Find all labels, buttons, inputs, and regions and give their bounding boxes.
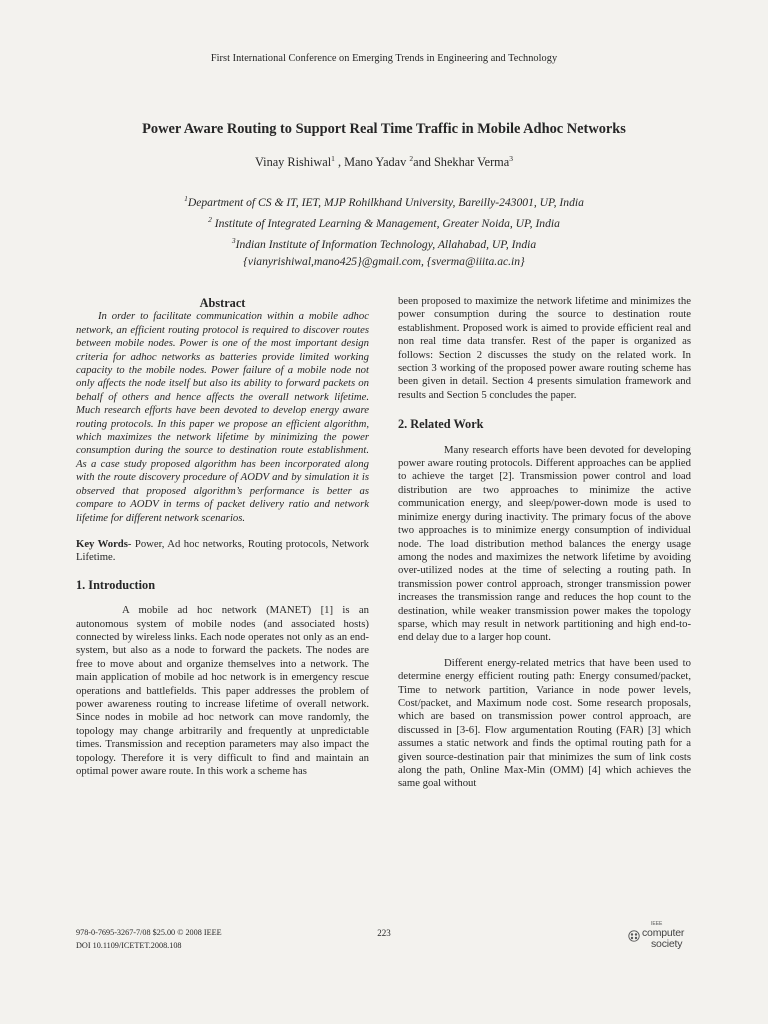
author-3-sup: 3 — [509, 154, 513, 163]
author-1-sup: 1 — [331, 154, 335, 163]
author-1: Vinay Rishiwal — [255, 155, 332, 170]
affiliation-2 — [0, 211, 768, 232]
section-1-heading: 1. Introduction — [76, 577, 156, 592]
left-column — [76, 297, 369, 778]
affiliations — [0, 190, 768, 270]
affiliation-2-text: Institute of Integrated Learning & Management, Greater Noida, UP, India — [211, 216, 560, 230]
paper-title: Power Aware Routing to Support Real Time Traffic in Mobile Adhoc Networks — [142, 121, 626, 137]
keywords-label: Key Words — [76, 537, 128, 550]
affiliation-1-sup: 1 — [184, 194, 188, 203]
right-column — [398, 295, 691, 791]
logo-word-society: society — [651, 938, 683, 950]
ieee-computer-society-logo — [628, 921, 692, 955]
computer-society-glyph-icon — [628, 930, 640, 942]
author-list — [0, 154, 768, 170]
conference-name: First International Conference on Emerging Trends in Engineering and Technology — [210, 53, 558, 64]
affiliation-1 — [0, 190, 768, 211]
affiliation-3-text: Indian Institute of Information Technology, Allahabad, UP, India — [235, 237, 537, 251]
section-2-paragraph-2: Different energy-related metrics that have been used to determine energy efficient routing path: Energy consumed/packet, Time to network partition, Variance in node power levels, Cost/packet, and Maximum node cost. Some research proposals, which are based on transmission power control approach, are discussed in [3-6]. Flow argumentation Routing (FAR) [3] which assumes a static network and finds the optimal routing path for a given source-destination pair that minimizes the sum of link costs along the path, Online Max-Min (OMM) [4] which achieves the same goal without — [398, 656, 691, 790]
section-1-paragraph-1-continued: been proposed to maximize the network lifetime and minimizes the power consumption during the source to destination route establishment. Proposed work is aimed to provide efficient real and non real time data transfer. Rest of the paper is organized as follows: Section 2 discusses the study on the related work. In section 3 working of the proposed power aware routing scheme has been given in detail. Section 4 presents simulation framework and results and Section 5 concludes the paper. — [398, 295, 691, 401]
logo-ieee-text: IEEE — [651, 921, 663, 927]
author-2: Mano Yadav — [344, 155, 410, 170]
page-number: 223 — [377, 928, 391, 938]
logo-word-computer: computer — [642, 927, 685, 939]
section-2-heading: 2. Related Work — [398, 417, 484, 432]
section-2-paragraph-1: Many research efforts have been devoted for developing power aware routing protocols. Different approaches can be applied to achieve the target [2]. Transmission power control and load distribution are two approaches to minimize the active communication energy, and sleep/power-down mode is used to minimize energy during inactivity. The primary focus of the above two approaches is to minimize energy consumption of individual node. The load distribution method balances the energy usage among the nodes and maximizes the network lifetime by avoiding over-utilized nodes at the time of selecting a routing path. In transmission power control approach, stronger transmission power increases the transmission range and reduces the hop count to the destination, while weaker transmission power makes the topology sparse, which may result in network partitioning and high end-to-end delay due to a larger hop count. — [398, 443, 691, 644]
copyright-line: 978-0-7695-3267-7/08 $25.00 © 2008 IEEE — [76, 928, 222, 937]
section-1-paragraph-1: A mobile ad hoc network (MANET) [1] is an autonomous system of mobile nodes (and associated hosts) connected by wireless links. Each node operates not only as an end-system, but also as a node to forward the packets. The nodes are free to move about and organize themselves into a network. The main application of mobile ad hoc network is in emergency rescue operations and battlefields. This paper addresses the problem of power awareness routing to increase lifetime of overall network. Since nodes in mobile ad hoc network can move randomly, the topology may change arbitrarily and frequently at unpredictable times. Transmission and reception parameters may also impact the topology. Therefore it is very difficult to find and maintain an optimal power aware route. In this work a scheme has — [76, 604, 369, 777]
author-sep-1: , — [334, 155, 345, 170]
keywords — [76, 538, 369, 565]
copyright-footer — [76, 926, 376, 952]
affiliation-3 — [0, 232, 768, 253]
affiliation-1-text: Department of CS & IT, IET, MJP Rohilkhand University, Bareilly-243001, UP, India — [187, 195, 584, 209]
author-3: Shekhar Verma — [433, 155, 510, 170]
abstract-heading: Abstract — [199, 296, 246, 310]
affiliation-3-sup: 3 — [231, 235, 236, 245]
author-emails-text: {vianyrishiwal,mano425}@gmail.com, {sverma@iiita.ac.in} — [243, 254, 525, 268]
keywords-text: - Power, Ad hoc networks, Routing protocols, Network Lifetime. — [76, 537, 369, 564]
author-sep-2: and — [413, 155, 434, 170]
author-2-sup: 2 — [409, 154, 414, 163]
doi-line: DOI 10.1109/ICETET.2008.108 — [76, 941, 182, 950]
affiliation-2-sup: 2 — [208, 214, 212, 224]
author-emails — [0, 253, 768, 270]
abstract-text: In order to facilitate communication within a mobile adhoc network, an efficient routing protocol is required to discover routes between mobile nodes. Power is one of the most important design criteria for adhoc networks as batteries provide limited working capacity to the mobile nodes. Power failure of a mobile node not only affects the node itself but also its ability to forward packets on behalf of others and hence affects the overall network lifetime. Much research efforts have been devoted to develop energy aware routing protocols. In this paper we propose an efficient algorithm, which maximizes the network lifetime by minimizing the power consumption during the source to destination route establishment. As a case study proposed algorithm has been incorporated along with the route discovery procedure of AODV and by simulation it is observed that proposed algorithm’s performance is better as compare to AODV in terms of packet delivery ratio and network lifetime for different network scenarios. — [76, 310, 369, 524]
